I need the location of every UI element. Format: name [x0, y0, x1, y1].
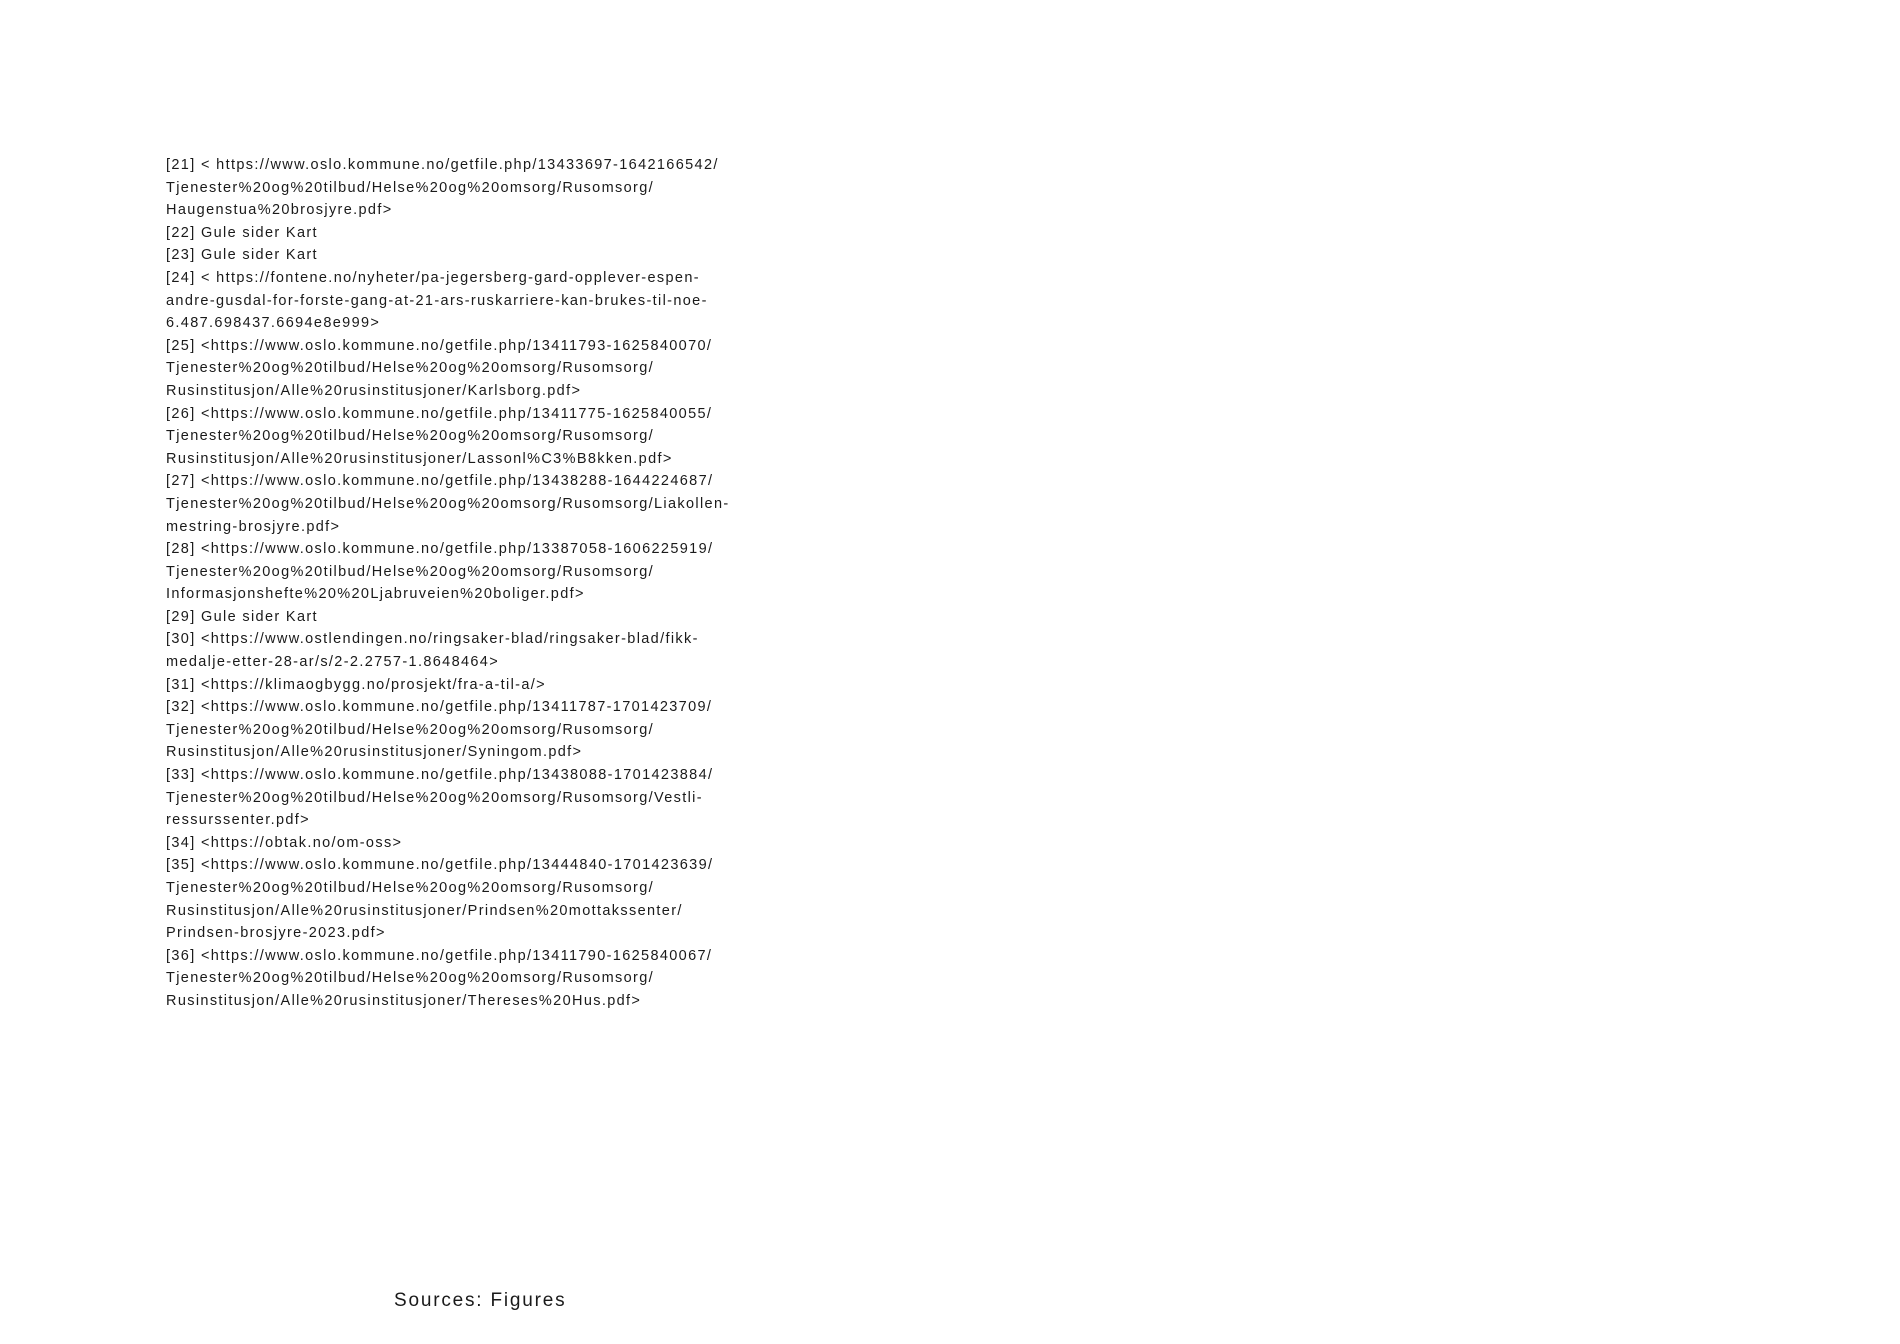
reference-line: [21] < https://www.oslo.kommune.no/getfile.php/13433697-1642166542/: [166, 157, 719, 173]
reference-line: Tjenester%20og%20tilbud/Helse%20og%20omsorg/Rusomsorg/: [166, 428, 654, 445]
reference-line: Rusinstitusjon/Alle%20rusinstitusjoner/Lassonl%C3%B8kken.pdf>: [166, 450, 673, 467]
reference-line: [29] Gule sider Kart: [166, 608, 318, 625]
reference-entry: [166, 764, 806, 832]
reference-entry: [166, 154, 806, 222]
reference-line: Rusinstitusjon/Alle%20rusinstitusjoner/Syningom.pdf>: [166, 744, 583, 761]
reference-line: [32] <https://www.oslo.kommune.no/getfile.php/13411787-1701423709/: [166, 699, 713, 716]
reference-entry: [166, 674, 806, 697]
reference-entry: [166, 628, 806, 673]
reference-line: [27] <https://www.oslo.kommune.no/getfile.php/13438288-1644224687/: [166, 473, 714, 490]
reference-line: Tjenester%20og%20tilbud/Helse%20og%20omsorg/Rusomsorg/Liakollen-: [166, 495, 730, 512]
reference-entry: [166, 470, 806, 538]
reference-line: [28] <https://www.oslo.kommune.no/getfile.php/13387058-1606225919/: [166, 541, 714, 558]
reference-entry: [166, 267, 806, 335]
reference-line: Tjenester%20og%20tilbud/Helse%20og%20omsorg/Rusomsorg/Vestli-: [166, 789, 703, 806]
reference-entry: [166, 696, 806, 764]
reference-line: andre-gusdal-for-forste-gang-at-21-ars-ruskarriere-kan-brukes-til-noe-: [166, 292, 708, 309]
reference-line: medalje-etter-28-ar/s/2-2.2757-1.8648464>: [166, 654, 500, 671]
reference-line: [30] <https://www.ostlendingen.no/ringsaker-blad/ringsaker-blad/fikk-: [166, 631, 699, 648]
reference-line: [26] <https://www.oslo.kommune.no/getfile.php/13411775-1625840055/: [166, 405, 713, 422]
reference-entry: [166, 606, 806, 629]
reference-line: [23] Gule sider Kart: [166, 247, 318, 264]
reference-line: Tjenester%20og%20tilbud/Helse%20og%20omsorg/Rusomsorg/: [166, 721, 654, 738]
reference-line: Tjenester%20og%20tilbud/Helse%20og%20omsorg/Rusomsorg/: [166, 880, 654, 896]
reference-line: mestring-brosjyre.pdf>: [166, 518, 341, 535]
reference-line: [22] Gule sider Kart: [166, 224, 318, 241]
reference-line: Informasjonshefte%20%20Ljabruveien%20boliger.pdf>: [166, 586, 585, 603]
reference-entry: [166, 854, 806, 944]
reference-line: Rusinstitusjon/Alle%20rusinstitusjoner/Prindsen%20mottakssenter/: [166, 902, 683, 919]
reference-line: Rusinstitusjon/Alle%20rusinstitusjoner/Karlsborg.pdf>: [166, 382, 582, 399]
reference-line: ressurssenter.pdf>: [166, 812, 310, 829]
reference-line: Haugenstua%20brosjyre.pdf>: [166, 202, 393, 219]
reference-line: Prindsen-brosjyre-2023.pdf>: [166, 925, 386, 942]
reference-line: Tjenester%20og%20tilbud/Helse%20og%20omsorg/Rusomsorg/: [166, 970, 654, 987]
reference-entry: [166, 832, 806, 855]
reference-line: Tjenester%20og%20tilbud/Helse%20og%20omsorg/Rusomsorg/: [166, 360, 654, 377]
reference-entry: [166, 335, 806, 403]
reference-line: Tjenester%20og%20tilbud/Helse%20og%20omsorg/Rusomsorg/: [166, 179, 654, 196]
reference-entry: [166, 538, 806, 606]
reference-line: Tjenester%20og%20tilbud/Helse%20og%20omsorg/Rusomsorg/: [166, 563, 654, 580]
page-caption: Sources: Figures: [394, 1290, 567, 1311]
reference-line: Rusinstitusjon/Alle%20rusinstitusjoner/Thereses%20Hus.pdf>: [166, 992, 642, 1009]
reference-line: 6.487.698437.6694e8e999>: [166, 315, 381, 332]
reference-line: [34] <https://obtak.no/om-oss>: [166, 834, 403, 851]
reference-line: [33] <https://www.oslo.kommune.no/getfile.php/13438088-1701423884/: [166, 767, 714, 784]
reference-line: [24] < https://fontene.no/nyheter/pa-jegersberg-gard-opplever-espen-: [166, 269, 700, 286]
reference-list: [166, 154, 806, 1013]
reference-entry: [166, 403, 806, 471]
reference-entry: [166, 244, 806, 267]
reference-entry: [166, 222, 806, 245]
reference-line: [35] <https://www.oslo.kommune.no/getfile.php/13444840-1701423639/: [166, 857, 714, 874]
reference-line: [31] <https://klimaogbygg.no/prosjekt/fra-a-til-a/>: [166, 676, 546, 693]
reference-entry: [166, 945, 806, 1013]
reference-line: [25] <https://www.oslo.kommune.no/getfile.php/13411793-1625840070/: [166, 337, 713, 354]
reference-line: [36] <https://www.oslo.kommune.no/getfile.php/13411790-1625840067/: [166, 947, 713, 964]
